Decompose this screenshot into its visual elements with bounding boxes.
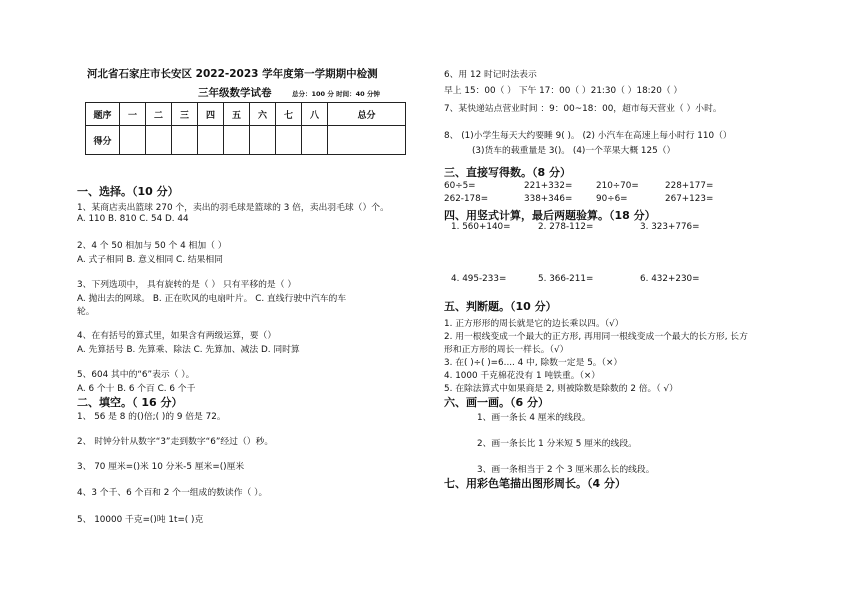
vertical-calc-item: 5. 366-211=: [538, 274, 594, 284]
fill-question-1: 1、 56 是 8 的()倍;( )的 9 倍是 72。: [77, 412, 226, 422]
score-table-cell: 六: [250, 103, 276, 126]
question-7: 7、某快递站点营业时间 ：9：00~18：00，超市每天营业（ ）小时。: [444, 104, 722, 114]
score-input-cell[interactable]: [198, 126, 224, 155]
fill-question-4: 4、3 个千、6 个百和 2 个一组成的数读作（ ）。: [77, 488, 268, 498]
vertical-calc-item: 1. 560+140=: [451, 222, 511, 232]
score-table-score-row: [86, 126, 406, 155]
question-2-options: A. 式子相同 B. 意义相同 C. 结果相同: [77, 255, 223, 265]
calc-item: 228+177=: [665, 181, 714, 191]
score-table-cell: 四: [198, 103, 224, 126]
draw-item: 2、画一条长比 1 分米短 5 厘米的线段。: [477, 439, 637, 449]
score-table-cell: 一: [120, 103, 146, 126]
section-2-title: 二、填空。（ 16 分）: [77, 396, 183, 409]
score-input-cell[interactable]: [146, 126, 172, 155]
calc-item: 221+332=: [524, 181, 573, 191]
question-4: 4、在有括号的算式里，如果含有两级运算，要（）: [77, 331, 277, 341]
score-input-cell[interactable]: [328, 126, 406, 155]
draw-item: 1、画一条长 4 厘米的线段。: [477, 413, 591, 423]
score-input-cell[interactable]: [120, 126, 146, 155]
vertical-calc-item: 3. 323+776=: [640, 222, 700, 232]
exam-subtitle: 三年级数学试卷: [198, 87, 272, 99]
question-3-options: A. 抛出去的网球。 B. 正在吹风的电扇叶片。 C. 直线行驶中汽车的车: [77, 294, 347, 304]
calc-item: 210÷70=: [596, 181, 639, 191]
question-3-continued: 轮。: [77, 307, 95, 317]
score-input-cell[interactable]: [172, 126, 198, 155]
judge-item: 4. 1000 千克棉花没有 1 吨铁重。（×）: [444, 371, 601, 381]
judge-item: 1. 正方形形的周长就是它的边长乘以四。（√）: [444, 319, 624, 329]
question-4-options: A. 先算括号 B. 先算乘、除法 C. 先算加、减法 D. 同时算: [77, 345, 300, 355]
vertical-calc-item: 6. 432+230=: [640, 274, 700, 284]
vertical-calc-item: 4. 495-233=: [451, 274, 507, 284]
section-7-title: 七、用彩色笔描出图形周长。（4 分）: [444, 477, 626, 490]
score-table-cell: 总分: [328, 103, 406, 126]
score-input-cell[interactable]: [302, 126, 328, 155]
exam-meta: 总分：100 分 时间：40 分钟: [292, 90, 380, 98]
calc-item: 60÷5=: [444, 181, 476, 191]
calc-item: 267+123=: [665, 194, 714, 204]
calc-item: 90÷6=: [596, 194, 628, 204]
question-8-line-1: 8、 (1)小学生每天大约要睡 9( )。 (2) 小汽车在高速上每小时行 110（）: [444, 131, 732, 141]
question-1-options: A. 110 B. 810 C. 54 D. 44: [77, 214, 189, 224]
judge-item: 3. 在( )÷( )=6.... 4 中, 除数一定是 5。（×）: [444, 358, 623, 368]
calc-item: 262-178=: [444, 194, 489, 204]
score-table-cell: 三: [172, 103, 198, 126]
score-table-cell: 五: [224, 103, 250, 126]
judge-item: 2. 用一根线变成一个最大的正方形, 再用同一根线变成一个最大的长方形, 长方: [444, 332, 748, 342]
question-1: 1、某商店卖出篮球 270 个，卖出的羽毛球是篮球的 3 倍，卖出羽毛球（）个。: [77, 203, 389, 213]
fill-question-5: 5、 10000 千克=()吨 1t=( )克: [77, 515, 204, 525]
question-6: 6、用 12 时记时法表示: [444, 70, 537, 80]
section-4-title: 四、用竖式计算，最后两题验算。（18 分）: [444, 209, 656, 222]
question-5: 5、604 其中的“6”表示（ ）。: [77, 370, 195, 380]
exam-title: 河北省石家庄市长安区 2022-2023 学年度第一学期期中检测: [87, 68, 378, 80]
question-8-line-2: (3)货车的载重量是 3()。 (4)一个苹果大概 125（）: [472, 146, 676, 156]
fill-question-2: 2、 时钟分针从数字“3”走到数字“6”经过（）秒。: [77, 437, 274, 447]
score-table-cell: 八: [302, 103, 328, 126]
vertical-calc-item: 2. 278-112=: [538, 222, 594, 232]
score-table-cell: 七: [276, 103, 302, 126]
score-table-cell: 题序: [86, 103, 120, 126]
judge-item: 5. 在除法算式中如果商是 2, 则被除数是除数的 2 倍。（ √）: [444, 384, 678, 394]
question-5-options: A. 6 个十 B. 6 个百 C. 6 个千: [77, 384, 196, 394]
fill-question-3: 3、 70 厘米=()米 10 分米-5 厘米=()厘米: [77, 462, 245, 472]
question-3: 3、下列选项中， 具有旋转的是（ ） 只有平移的是（ ）: [77, 280, 297, 290]
score-input-cell[interactable]: [276, 126, 302, 155]
score-table-cell: 二: [146, 103, 172, 126]
section-6-title: 六、画一画。（6 分）: [444, 396, 549, 409]
score-table: [85, 102, 406, 155]
draw-item: 3、画一条相当于 2 个 3 厘米那么长的线段。: [477, 465, 655, 475]
section-5-title: 五、判断题。（10 分）: [444, 300, 557, 313]
section-1-title: 一、选择。（10 分）: [77, 185, 179, 198]
score-input-cell[interactable]: [224, 126, 250, 155]
calc-item: 338+346=: [524, 194, 573, 204]
judge-item-continued: 形和正方形的周长一样长。（√）: [444, 345, 569, 355]
question-2: 2、4 个 50 相加与 50 个 4 相加（ ）: [77, 241, 227, 251]
score-input-cell[interactable]: [250, 126, 276, 155]
section-3-title: 三、直接写得数。（8 分）: [444, 166, 571, 179]
question-6-blanks: 早上 15：00（ ） 下午 17：00（ ）21:30（ ）18:20（ ）: [444, 86, 683, 96]
score-table-header-row: [86, 103, 406, 126]
score-label-cell: 得分: [86, 126, 120, 155]
